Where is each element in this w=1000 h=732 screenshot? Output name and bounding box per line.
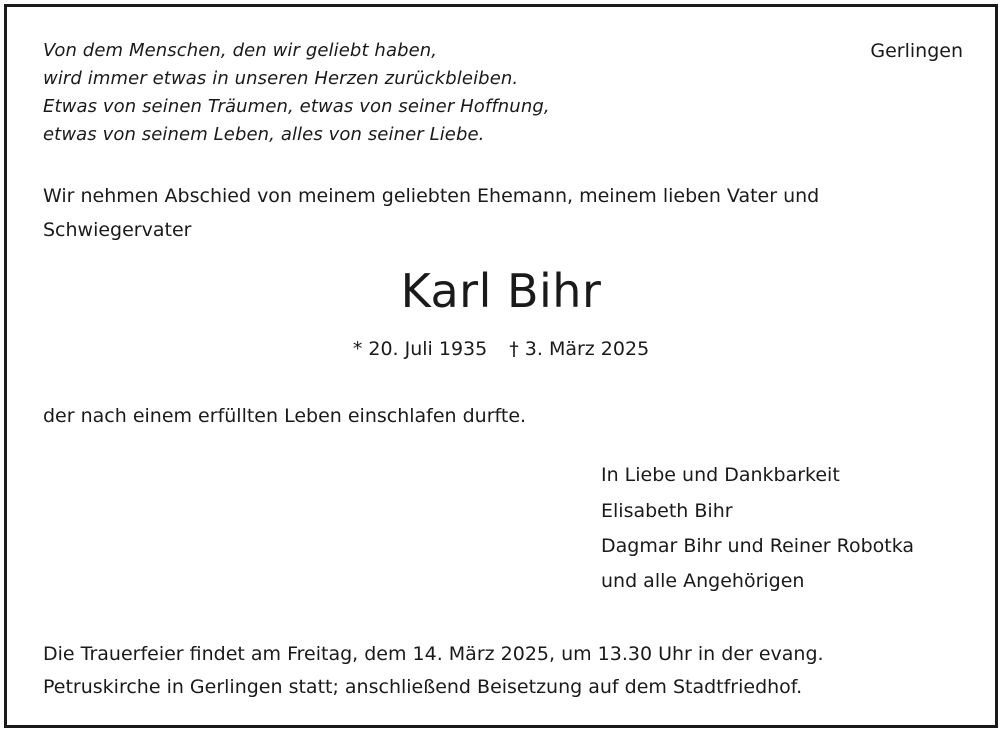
- intro-line: Wir nehmen Abschied von meinem geliebten Ehemann, meinem lieben Vater und: [43, 185, 820, 207]
- birth-date: * 20. Juli 1935: [352, 338, 488, 360]
- closing-phrase: In Liebe und Dankbarkeit: [601, 464, 840, 486]
- farewell-intro: [43, 179, 923, 247]
- funeral-line: Die Trauerfeier findet am Freitag, dem 14. März 2025, um 13.30 Uhr in der evang.: [43, 643, 824, 665]
- mourners-block: [601, 458, 914, 599]
- deceased-name: Karl Bihr: [400, 264, 602, 318]
- obituary-notice: [4, 4, 998, 728]
- mourner-name: Dagmar Bihr und Reiner Robotka: [601, 535, 915, 557]
- funeral-line: Petruskirche in Gerlingen statt; anschließend Beisetzung auf dem Stadtfriedhof.: [43, 676, 803, 698]
- death-date: † 3. März 2025: [509, 338, 650, 360]
- life-dates: [7, 333, 995, 365]
- intro-line: Schwiegervater: [43, 219, 192, 241]
- mourner-name: Elisabeth Bihr: [601, 500, 733, 522]
- place-name: Gerlingen: [870, 40, 963, 62]
- poem-line: Etwas von seinen Träumen, etwas von seiner Hoffnung,: [43, 96, 550, 117]
- memorial-poem: [43, 37, 550, 149]
- funeral-details: [43, 638, 824, 704]
- poem-line: wird immer etwas in unseren Herzen zurückbleiben.: [43, 68, 519, 89]
- passing-statement: der nach einem erfüllten Leben einschlafen durfte.: [43, 405, 527, 427]
- mourner-name: und alle Angehörigen: [601, 570, 805, 592]
- poem-line: Von dem Menschen, den wir geliebt haben,: [43, 40, 438, 61]
- poem-line: etwas von seinem Leben, alles von seiner Liebe.: [43, 124, 485, 145]
